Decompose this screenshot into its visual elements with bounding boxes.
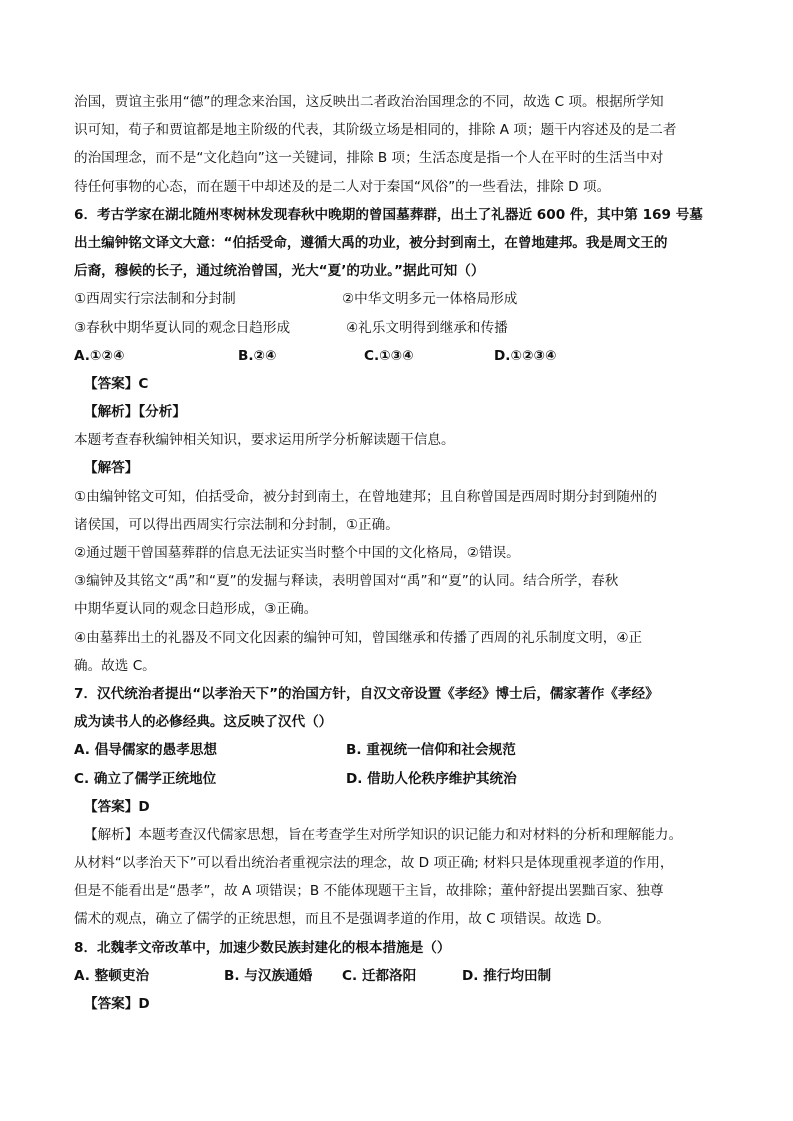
question-7-analysis-line: 但是不能看出是“愚孝”，故 A 项错误；B 不能体现题干主旨，故排除；董仲舒提出罢黜百家、独尊: [74, 883, 664, 900]
question-6-solve-line: 中期华夏认同的观念日趋形成，③正确。: [74, 601, 318, 618]
question-6-solve-line: ③编钟及其铭文“禹”和“夏”的发掘与释读，表明曾国对“禹”和“夏”的认同。结合所学，春秋: [74, 573, 619, 590]
question-6-stem-line: 6．考古学家在湖北随州枣树林发现春秋中晚期的曾国墓葬群，出土了礼器近 600 件，其中第 169 号墓: [74, 206, 703, 223]
question-6-solve-line: 诸侯国，可以得出西周实行宗法制和分封制，①正确。: [74, 516, 399, 533]
question-6-solve-line: ②通过题干曾国墓葬群的信息无法证实当时整个中国的文化格局，②错误。: [74, 545, 520, 561]
document-page: [74, 88, 730, 1018]
option-d: D. 推行均田制: [462, 967, 552, 984]
question-7-analysis-line: 【解析】本题考查汉代儒家思想，旨在考查学生对所学知识的识记能力和对材料的分析和理解能力。: [84, 826, 683, 843]
question-6-statements-row: [74, 314, 730, 342]
question-6-statements-row: [74, 285, 730, 313]
question-6-stem-line: 出土编钟铭文译文大意：“伯括受命，遵循大禹的功业，被分封到南土，在曾地建邦。我是周文王的: [74, 234, 668, 251]
question-7-answer: 【答案】D: [84, 798, 150, 815]
question-6-solve-line: ④由墓葬出土的礼器及不同文化因素的编钟可知，曾国继承和传播了西周的礼乐制度文明，④正: [74, 629, 643, 646]
question-7-stem-line: 成为读书人的必修经典。这反映了汉代（）: [74, 714, 333, 731]
question-8-answer: 【答案】D: [84, 996, 150, 1012]
question-6-options: [74, 342, 730, 370]
option-d: D.①②③④: [494, 347, 557, 364]
question-7-stem-line: 7．汉代统治者提出“以孝治天下”的治国方针，自汉文帝设置《孝经》博士后，儒家著作《孝经》: [74, 685, 659, 702]
statement: ②中华文明多元一体格局形成: [342, 291, 518, 308]
text-line: 治国，贾谊主张用“德”的理念来治国，这反映出二者政治治国理念的不同，故选 C 项。根据所学知: [74, 94, 664, 110]
question-7-analysis-line: 从材料“以孝治天下”可以看出统治者重视宗法的理念，故 D 项正确; 材料只是体现重视孝道的作用，: [74, 855, 674, 872]
option-a: A. 倡导儒家的愚孝思想: [74, 742, 218, 759]
question-7-options-row: [74, 765, 730, 793]
question-6-solve-line: ①由编钟铭文可知，伯括受命，被分封到南土，在曾地建邦；且自称曾国是西周时期分封到随州的: [74, 488, 658, 505]
statement: ①西周实行宗法制和分封制: [74, 291, 236, 308]
question-6-analysis-tag: 【解析】【分析】: [84, 404, 186, 421]
option-b: B. 重视统一信仰和社会规范: [346, 742, 516, 759]
option-a: A.①②④: [74, 347, 125, 364]
question-7-analysis-line: 儒术的观点，确立了儒学的正统思想，而且不是强调孝道的作用，故 C 项错误。故选 D。: [74, 911, 610, 928]
question-6-solve-line: 确。故选 C。: [74, 657, 156, 674]
text-line: 待任何事物的心态，而在题干中却述及的是二人对于秦国“风俗”的一些看法，排除 D 项。: [74, 178, 611, 195]
question-6-answer: 【答案】C: [84, 375, 149, 392]
option-c: C.①③④: [364, 347, 414, 364]
question-8-stem: 8．北魏孝文帝改革中，加速少数民族封建化的根本措施是（）: [74, 939, 451, 956]
question-6-solve-tag: 【解答】: [84, 460, 139, 477]
option-d: D. 借助人伦秩序维护其统治: [346, 770, 517, 787]
question-6-stem-line: 后裔，穆候的长子，通过统治曾国，光大“夏’的功业。”据此可知（）: [74, 263, 485, 280]
option-c: C. 确立了儒学正统地位: [74, 770, 217, 787]
statement: ④礼乐文明得到继承和传播: [346, 319, 508, 336]
option-b: B. 与汉族通婚: [224, 967, 313, 984]
statement: ③春秋中期华夏认同的观念日趋形成: [74, 319, 291, 336]
question-8-options: [74, 962, 730, 990]
question-7-options-row: [74, 736, 730, 764]
option-b: B.②④: [238, 347, 277, 364]
text-line: 的治国理念，而不是“文化趋向”这一关键词，排除 B 项；生活态度是指一个人在平时的生活当中对: [74, 150, 664, 167]
question-6-analysis-text: 本题考查春秋编钟相关知识，要求运用所学分析解读题干信息。: [74, 432, 455, 449]
text-line: 识可知，荀子和贾谊都是地主阶级的代表，其阶级立场是相同的，排除 A 项；题干内容述及的是二者: [74, 122, 677, 139]
option-a: A. 整顿吏治: [74, 967, 150, 984]
option-c: C. 迁都洛阳: [342, 967, 417, 984]
